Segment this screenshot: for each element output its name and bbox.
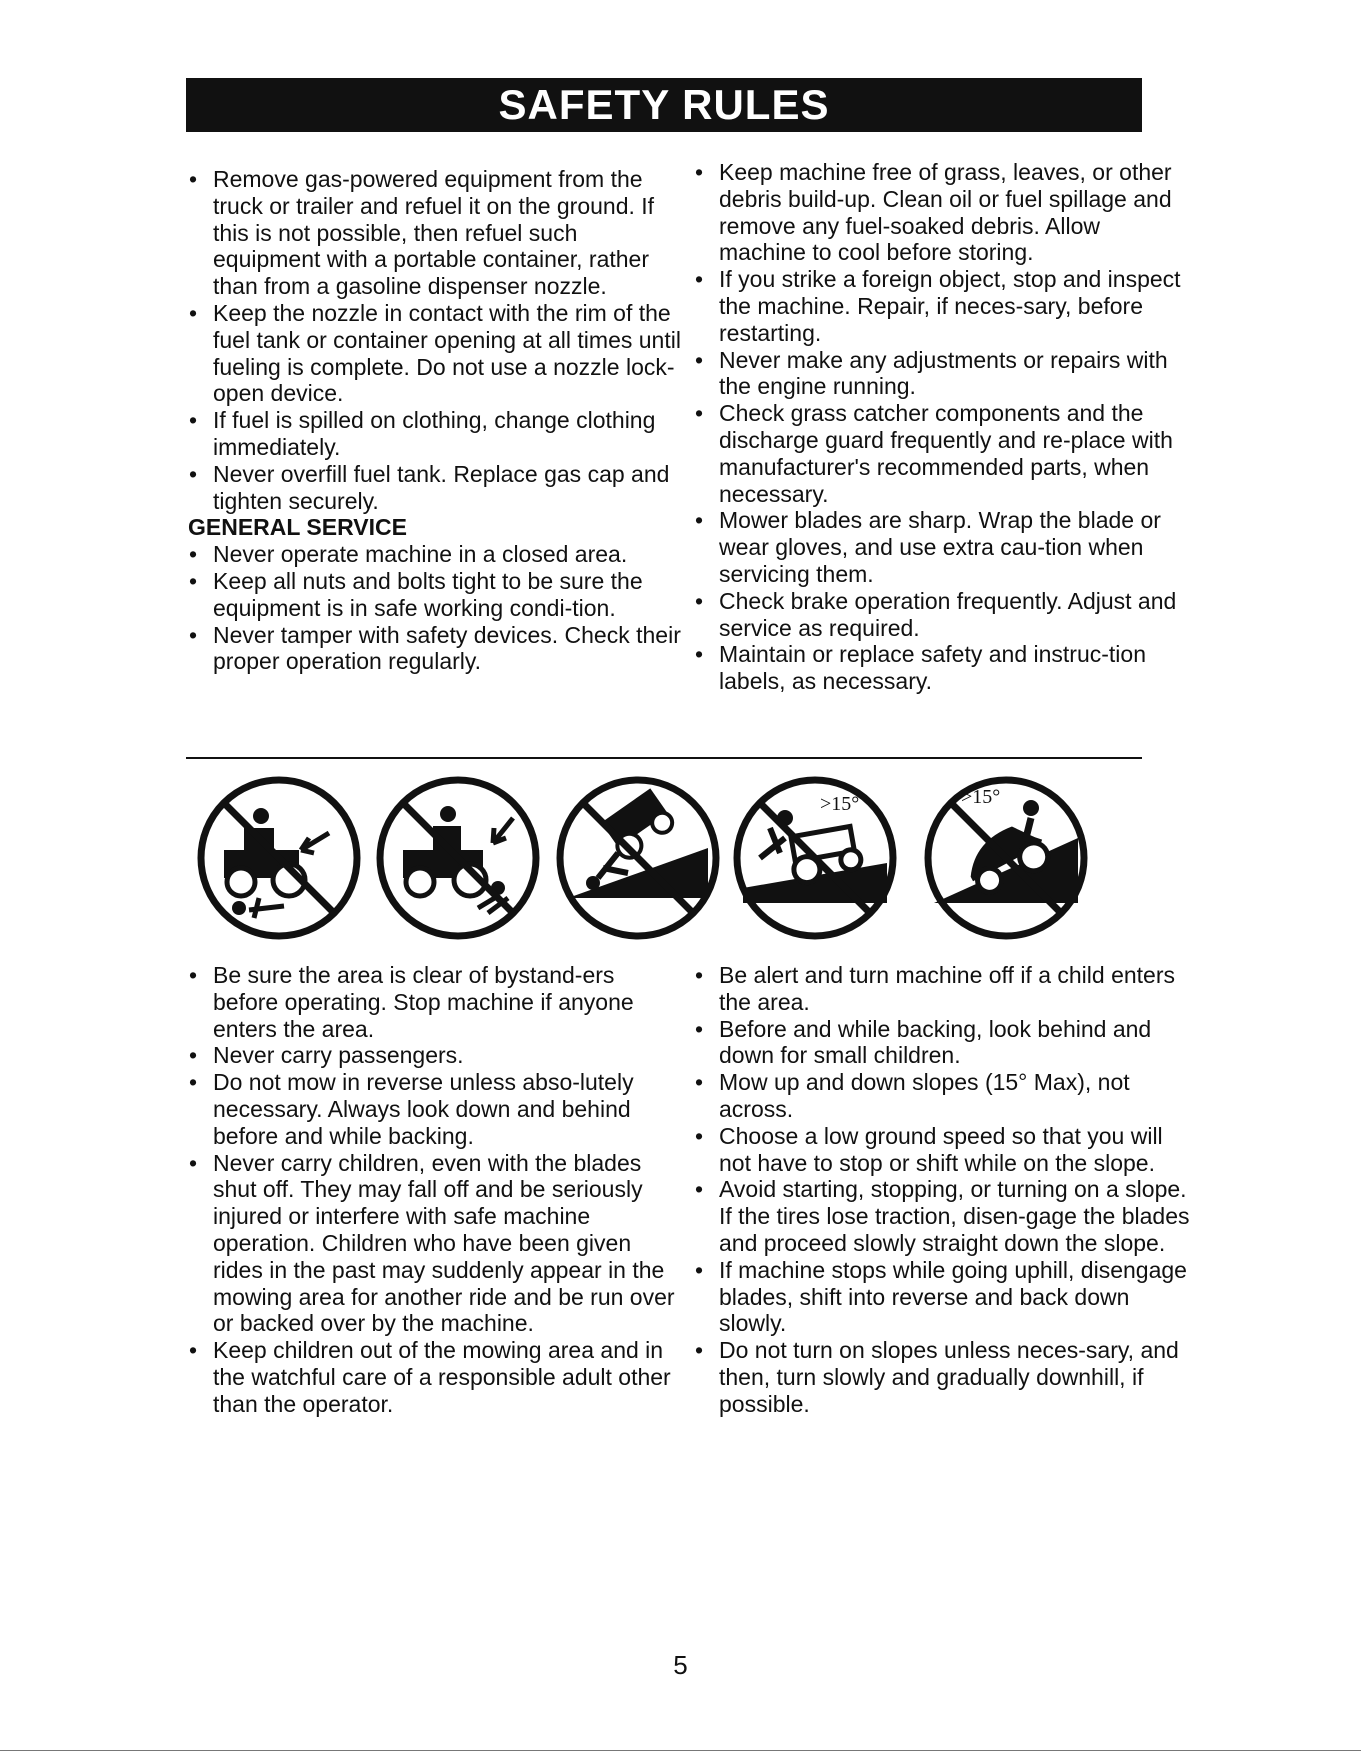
list-item: • Check grass catcher components and the discharge guard frequently and re-place with manufacturer's recommended parts, when necessary. [692, 400, 1192, 507]
no-tipping-icon [560, 780, 716, 936]
list-item: • Never operate machine in a closed area. [186, 541, 681, 568]
no-bystanders-icon [201, 780, 357, 936]
list-item: • Do not mow in reverse unless abso-lutely necessary. Always look down and behind before and while backing. [186, 1069, 681, 1149]
list-item: • Keep machine free of grass, leaves, or other debris build-up. Clean oil or fuel spillage and remove any fuel-soaked debris. Allow machine to cool before storing. [692, 159, 1192, 266]
list-item: • Do not turn on slopes unless neces-sary, and then, turn slowly and gradually downhill, if possible. [692, 1337, 1192, 1417]
general-service-list [186, 541, 681, 675]
list-item: • Maintain or replace safety and instruc-tion labels, as necessary. [692, 641, 1192, 695]
slope-rules-list [692, 962, 1192, 1418]
list-item: • Be sure the area is clear of bystand-ers before operating. Stop machine if anyone enters the area. [186, 962, 681, 1042]
list-item: • Never overfill fuel tank. Replace gas cap and tighten securely. [186, 461, 681, 515]
list-item: • If machine stops while going uphill, disengage blades, shift into reverse and back down slowly. [692, 1257, 1192, 1337]
list-item: • Never carry passengers. [186, 1042, 681, 1069]
bottom-left-column [186, 962, 681, 1418]
list-item: • Never tamper with safety devices. Check their proper operation regularly. [186, 622, 681, 676]
top-left-column [186, 166, 681, 675]
max-slope-uphill-icon [737, 780, 893, 936]
list-item: • Never make any adjustments or repairs with the engine running. [692, 347, 1192, 401]
page-number: 5 [673, 1650, 688, 1680]
list-item: • Check brake operation frequently. Adjust and service as required. [692, 588, 1192, 642]
page-title: SAFETY RULES [186, 78, 1142, 132]
bottom-right-column [692, 962, 1192, 1418]
list-item: • Remove gas-powered equipment from the truck or trailer and refuel it on the ground. If this is not possible, then refuel such equipment with a portable container, rather than from a gasoline dispenser nozzle. [186, 166, 681, 300]
list-item: • Keep children out of the mowing area and in the watchful care of a responsible adult other than the operator. [186, 1337, 681, 1417]
section-heading-general-service: GENERAL SERVICE [188, 514, 407, 541]
fueling-rules-list [186, 166, 681, 514]
slope-label: >15° [820, 793, 860, 815]
list-item: • Before and while backing, look behind and down for small children. [692, 1016, 1192, 1070]
list-item: • Never carry children, even with the blades shut off. They may fall off and be seriously injured or interfere with safe machine operation. Children who have been given rides in the past may suddenly appear in the mowing area for another ride and be run over or backed over by the machine. [186, 1150, 681, 1338]
no-passengers-icon [380, 780, 536, 936]
footer-line [0, 1750, 1361, 1751]
max-slope-downhill-icon [928, 780, 1084, 936]
maintenance-rules-list [692, 159, 1192, 695]
list-item: • Avoid starting, stopping, or turning on a slope. If the tires lose traction, disen-gage the blades and proceed slowly straight down the slope. [692, 1176, 1192, 1256]
slope-label: >15° [961, 786, 1001, 808]
list-item: • Keep all nuts and bolts tight to be sure the equipment is in safe working condi-tion. [186, 568, 681, 622]
list-item: • Mower blades are sharp. Wrap the blade or wear gloves, and use extra cau-tion when servicing them. [692, 507, 1192, 587]
operation-rules-list [186, 962, 681, 1418]
list-item: • Be alert and turn machine off if a child enters the area. [692, 962, 1192, 1016]
list-item: • Choose a low ground speed so that you will not have to stop or shift while on the slope. [692, 1123, 1192, 1177]
list-item: • Mow up and down slopes (15° Max), not across. [692, 1069, 1192, 1123]
safety-pictograms [186, 760, 1142, 950]
top-right-column [692, 159, 1192, 695]
list-item: • If you strike a foreign object, stop and inspect the machine. Repair, if neces-sary, before restarting. [692, 266, 1192, 346]
section-divider [186, 757, 1142, 759]
list-item: • If fuel is spilled on clothing, change clothing immediately. [186, 407, 681, 461]
list-item: • Keep the nozzle in contact with the rim of the fuel tank or container opening at all times until fueling is complete. Do not use a nozzle lock-open device. [186, 300, 681, 407]
